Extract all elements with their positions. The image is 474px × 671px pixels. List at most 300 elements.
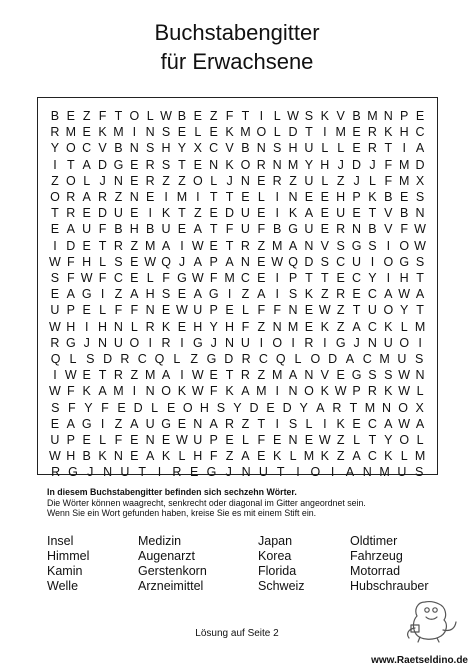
grid-letter: H [66, 449, 76, 464]
grid-letter: N [209, 157, 219, 172]
grid-letter: N [240, 173, 250, 188]
grid-letter: C [258, 352, 268, 366]
grid-letter: Y [84, 400, 93, 415]
grid-letter: H [225, 319, 235, 334]
grid-letter: L [273, 109, 281, 123]
grid-letter: R [256, 157, 266, 172]
grid-letter: U [383, 335, 393, 350]
grid-letter: G [351, 368, 362, 383]
grid-letter: B [114, 141, 123, 156]
grid-letter: O [256, 125, 267, 140]
grid-letter: Z [336, 449, 345, 464]
grid-letter: Y [400, 303, 409, 318]
grid-letter: A [384, 416, 393, 431]
grid-letter: T [98, 238, 107, 253]
grid-letter: K [225, 125, 234, 140]
grid-letter: Z [241, 287, 250, 302]
grid-letter: R [367, 141, 377, 156]
grid-letter: D [249, 400, 259, 415]
grid-letter: E [257, 173, 266, 188]
grid-letter: J [210, 335, 217, 350]
grid-letter: K [384, 384, 393, 399]
grid-letter: G [81, 287, 92, 302]
grid-letter: A [352, 449, 361, 464]
word-item: Insel [47, 534, 74, 548]
grid-letter: I [323, 125, 327, 140]
grid-letter: W [144, 254, 157, 269]
grid-letter: I [157, 465, 162, 480]
grid-letter: F [257, 433, 266, 447]
word-item: Fahrzeug [350, 549, 403, 563]
grid-letter: K [384, 319, 393, 334]
grid-letter: A [161, 238, 171, 253]
grid-letter: M [144, 238, 156, 253]
grid-letter: K [161, 319, 171, 334]
word-item: Hubschrauber [350, 579, 429, 593]
grid-letter: M [367, 109, 378, 123]
grid-letter: S [51, 400, 60, 415]
grid-letter: M [335, 125, 346, 140]
grid-letter: W [398, 287, 411, 302]
word-item: Gerstenkorn [138, 564, 207, 578]
grid-letter: K [177, 384, 187, 399]
grid-letter: U [367, 303, 377, 318]
grid-letter: B [368, 222, 377, 237]
grid-letter: Y [299, 400, 308, 415]
grid-letter: E [130, 157, 139, 172]
grid-letter: R [98, 190, 108, 204]
grid-letter: M [271, 238, 283, 253]
grid-letter: I [275, 416, 279, 431]
grid-letter: A [193, 222, 202, 237]
grid-letter: U [240, 222, 250, 237]
grid-letter: R [304, 335, 314, 350]
grid-letter: N [103, 465, 113, 480]
grid-letter: O [129, 335, 140, 350]
grid-letter: R [332, 400, 342, 415]
grid-letter: E [82, 303, 91, 318]
grid-letter: R [145, 319, 155, 334]
grid-letter: A [241, 384, 250, 399]
grid-letter: V [384, 206, 393, 221]
grid-letter: L [368, 173, 376, 188]
grid-letter: N [382, 400, 392, 415]
grid-letter: J [226, 173, 233, 188]
grid-letter: E [225, 303, 234, 318]
grid-letter: M [113, 125, 124, 140]
grid-letter: E [177, 416, 187, 431]
grid-letter: E [50, 287, 60, 302]
solution-page-note: Lösung auf Seite 2 [195, 628, 279, 639]
grid-letter: N [288, 384, 298, 399]
grid-letter: G [161, 416, 171, 431]
grid-letter: E [352, 125, 361, 140]
grid-letter: F [209, 384, 218, 399]
grid-letter: Y [384, 433, 393, 447]
grid-letter: S [415, 465, 424, 480]
grid-letter: E [209, 206, 218, 221]
grid-letter: F [225, 222, 234, 237]
grid-letter: F [209, 449, 218, 464]
grid-letter: O [182, 400, 193, 415]
grid-letter: E [50, 416, 60, 431]
grid-letter: L [416, 384, 424, 399]
grid-letter: N [145, 125, 155, 140]
grid-letter: A [225, 254, 234, 269]
grid-letter: E [177, 287, 187, 302]
grid-letter: K [368, 190, 377, 204]
grid-letter: E [50, 222, 60, 237]
grid-letter: N [193, 416, 203, 431]
grid-letter: O [192, 173, 203, 188]
grid-letter: P [66, 433, 75, 447]
grid-letter: C [415, 125, 425, 140]
grid-letter: G [192, 335, 203, 350]
grid-letter: N [129, 141, 139, 156]
grid-letter: B [384, 190, 393, 204]
grid-letter: C [209, 141, 219, 156]
grid-letter: C [362, 352, 372, 366]
grid-letter: N [367, 335, 377, 350]
grid-letter: E [117, 400, 126, 415]
grid-letter: M [271, 368, 283, 383]
grid-letter: U [304, 222, 314, 237]
grid-letter: A [415, 287, 425, 302]
grid-letter: M [144, 368, 156, 383]
grid-letter: V [384, 222, 393, 237]
grid-letter: M [303, 449, 315, 464]
grid-letter: Z [178, 173, 186, 188]
grid-letter: O [129, 109, 140, 123]
grid-letter: N [362, 465, 372, 480]
grid-letter: R [272, 173, 282, 188]
grid-letter: I [227, 287, 232, 302]
grid-letter: Z [257, 238, 266, 253]
grid-letter: H [66, 319, 76, 334]
grid-letter: V [320, 238, 329, 253]
grid-letter: W [414, 238, 426, 253]
grid-letter: J [369, 157, 376, 172]
grid-letter: G [81, 416, 92, 431]
title-line-2: für Erwachsene [160, 49, 314, 74]
grid-letter: C [336, 254, 346, 269]
grid-letter: Y [304, 157, 314, 172]
grid-letter: E [336, 368, 345, 383]
grid-letter: L [194, 125, 202, 140]
grid-letter: E [352, 206, 361, 221]
grid-letter: B [177, 109, 187, 123]
grid-letter: M [256, 384, 267, 399]
grid-letter: F [98, 271, 107, 285]
grid-letter: F [101, 400, 109, 415]
grid-letter: I [275, 190, 279, 204]
grid-letter: N [113, 173, 123, 188]
grid-letter: O [310, 465, 321, 480]
grid-letter: K [288, 206, 298, 221]
grid-letter: I [275, 287, 279, 302]
grid-letter: K [336, 416, 345, 431]
grid-letter: G [68, 465, 78, 480]
grid-letter: D [225, 206, 235, 221]
grid-letter: G [65, 335, 76, 350]
grid-letter: H [98, 319, 108, 334]
grid-letter: L [241, 433, 249, 447]
grid-letter: E [336, 271, 345, 285]
grid-letter: E [130, 206, 139, 221]
grid-letter: E [146, 190, 155, 204]
grid-letter: I [386, 271, 391, 285]
grid-letter: Z [257, 319, 266, 334]
grid-letter: O [310, 352, 321, 366]
grid-letter: N [113, 319, 123, 334]
grid-letter: E [209, 368, 218, 383]
grid-letter: E [225, 433, 234, 447]
grid-letter: N [304, 368, 314, 383]
grid-letter: R [113, 238, 123, 253]
grid-letter: I [386, 238, 391, 253]
grid-letter: R [50, 125, 60, 140]
grid-letter: F [66, 254, 75, 269]
grid-letter: C [367, 416, 377, 431]
grid-letter: T [368, 206, 377, 221]
grid-letter: Z [336, 173, 345, 188]
grid-letter: D [133, 400, 143, 415]
grid-letter: V [225, 141, 234, 156]
grid-letter: F [209, 271, 218, 285]
grid-letter: Z [114, 416, 123, 431]
grid-letter: Y [50, 141, 60, 156]
grid-letter: G [113, 157, 124, 172]
grid-letter: A [304, 206, 314, 221]
grid-letter: B [50, 109, 60, 123]
grid-letter: Z [130, 238, 139, 253]
grid-letter: W [287, 109, 299, 123]
grid-letter: N [240, 254, 250, 269]
grid-letter: T [305, 125, 313, 140]
grid-letter: F [384, 173, 393, 188]
grid-letter: E [161, 433, 171, 447]
grid-letter: W [64, 368, 77, 383]
grid-letter: K [225, 384, 234, 399]
grid-letter: Y [177, 141, 187, 156]
grid-letter: T [257, 416, 266, 431]
grid-letter: G [177, 271, 187, 285]
grid-letter: H [320, 157, 330, 172]
grid-letter: G [288, 222, 298, 237]
grid-letter: Z [193, 206, 202, 221]
grid-letter: A [241, 449, 250, 464]
grid-letter: M [176, 190, 188, 204]
grid-letter: B [352, 109, 361, 123]
grid-letter: C [240, 271, 250, 285]
grid-letter: X [415, 173, 425, 188]
grid-letter: U [304, 173, 314, 188]
grid-letter: P [400, 109, 409, 123]
grid-letter: B [114, 222, 123, 237]
grid-letter: H [336, 190, 346, 204]
grid-letter: W [49, 449, 61, 464]
word-item: Kamin [47, 564, 83, 578]
grid-letter: K [82, 384, 91, 399]
grid-letter: F [384, 157, 393, 172]
grid-letter: F [130, 303, 139, 318]
word-item: Himmel [47, 549, 90, 563]
grid-letter: U [193, 303, 203, 318]
grid-letter: U [113, 335, 123, 350]
grid-letter: E [177, 319, 187, 334]
grid-letter: S [146, 141, 155, 156]
grid-letter: R [336, 287, 346, 302]
grid-letter: H [82, 254, 92, 269]
grid-letter: O [272, 335, 283, 350]
grid-letter: E [82, 368, 91, 383]
grid-letter: N [129, 190, 139, 204]
grid-letter: K [304, 287, 314, 302]
grid-letter: L [353, 433, 361, 447]
grid-letter: H [193, 319, 203, 334]
grid-letter: X [193, 141, 202, 156]
grid-letter: A [66, 287, 75, 302]
grid-letter: E [320, 222, 329, 237]
grid-letter: N [256, 141, 266, 156]
grid-letter: F [273, 303, 281, 318]
grid-letter: S [415, 254, 425, 269]
grid-letter: Z [162, 173, 170, 188]
grid-letter: S [288, 287, 298, 302]
grid-letter: I [418, 335, 422, 350]
grid-letter: T [320, 271, 329, 285]
grid-letter: L [241, 303, 249, 318]
grid-letter: W [271, 254, 284, 269]
grid-letter: J [99, 173, 106, 188]
grid-letter: L [69, 352, 77, 366]
grid-letter: K [98, 125, 107, 140]
grid-letter: A [130, 416, 139, 431]
grid-letter: Q [275, 352, 286, 366]
grid-letter: G [399, 254, 410, 269]
grid-letter: N [145, 303, 155, 318]
grid-letter: D [328, 352, 338, 366]
grid-letter: O [161, 384, 171, 399]
grid-letter: A [193, 254, 202, 269]
grid-letter: V [320, 368, 329, 383]
grid-letter: Z [320, 287, 329, 302]
grid-letter: S [304, 109, 314, 123]
grid-letter: N [145, 433, 155, 447]
grid-letter: D [98, 157, 108, 172]
grid-letter: N [272, 157, 282, 172]
grid-letter: N [288, 190, 298, 204]
grid-letter: I [180, 238, 184, 253]
word-list-column-2 [138, 534, 207, 594]
grid-letter: I [259, 109, 264, 123]
grid-letter: N [415, 368, 425, 383]
grid-letter: T [416, 303, 424, 318]
grid-letter: H [199, 400, 209, 415]
word-item: Medizin [138, 534, 182, 548]
grid-letter: Y [368, 271, 377, 285]
grid-letter: M [379, 352, 390, 366]
grid-letter: R [240, 238, 250, 253]
grid-letter: I [180, 368, 184, 383]
grid-letter: E [130, 271, 139, 285]
grid-letter: N [415, 206, 425, 221]
grid-letter: N [241, 465, 251, 480]
grid-letter: E [130, 433, 139, 447]
instructions-line-3: Wenn Sie ein Wort gefunden haben, kreise Sie es mit einem Stift ein. [47, 508, 317, 518]
grid-letter: A [161, 368, 171, 383]
grid-letter: I [180, 335, 184, 350]
grid-letter: U [50, 433, 60, 447]
grid-letter: A [288, 238, 298, 253]
grid-letter: T [98, 368, 107, 383]
word-list-column-3 [258, 534, 305, 594]
grid-letter: M [398, 157, 410, 172]
grid-letter: E [304, 319, 314, 334]
grid-letter: I [275, 206, 279, 221]
grid-letter: L [99, 254, 107, 269]
grid-letter: E [177, 125, 187, 140]
grid-letter: T [138, 465, 147, 480]
grid-letter: K [98, 449, 107, 464]
grid-letter: L [416, 433, 424, 447]
grid-letter: E [304, 433, 314, 447]
grid-letter: R [367, 384, 377, 399]
grid-letter: U [113, 206, 123, 221]
grid-letter: M [224, 271, 235, 285]
grid-letter: I [323, 335, 327, 350]
grid-letter: V [98, 141, 107, 156]
grid-letter: M [287, 319, 299, 334]
grid-letter: T [66, 157, 75, 172]
grid-letter: A [316, 400, 325, 415]
grid-letter: Q [161, 254, 171, 269]
grid-letter: E [320, 190, 329, 204]
grid-letter: U [193, 433, 203, 447]
grid-letter: E [82, 433, 91, 447]
grid-letter: M [379, 465, 390, 480]
grid-letter: A [209, 416, 218, 431]
grid-letter: Z [336, 319, 345, 334]
grid-letter: N [113, 449, 123, 464]
grid-letter: G [351, 238, 362, 253]
grid-letter: W [191, 368, 204, 383]
grid-letter: H [288, 141, 298, 156]
grid-letter: U [240, 206, 250, 221]
word-item: Motorrad [350, 564, 401, 578]
grid-letter: M [364, 400, 376, 415]
grid-letter: P [66, 303, 75, 318]
grid-letter: A [384, 287, 393, 302]
grid-letter: C [82, 141, 92, 156]
grid-letter: H [161, 141, 171, 156]
grid-letter: E [189, 465, 199, 480]
grid-letter: J [353, 335, 360, 350]
grid-letter: K [384, 449, 393, 464]
grid-letter: L [289, 449, 297, 464]
grid-letter: E [193, 109, 202, 123]
grid-letter: Q [288, 254, 298, 269]
grid-letter: I [53, 157, 57, 172]
grid-letter: K [320, 109, 329, 123]
grid-letter: M [113, 384, 124, 399]
grid-letter: F [66, 384, 75, 399]
grid-letter: L [83, 173, 91, 188]
grid-letter: I [330, 465, 335, 480]
grid-letter: O [383, 303, 394, 318]
grid-letter: U [82, 222, 92, 237]
grid-letter: L [273, 125, 281, 140]
